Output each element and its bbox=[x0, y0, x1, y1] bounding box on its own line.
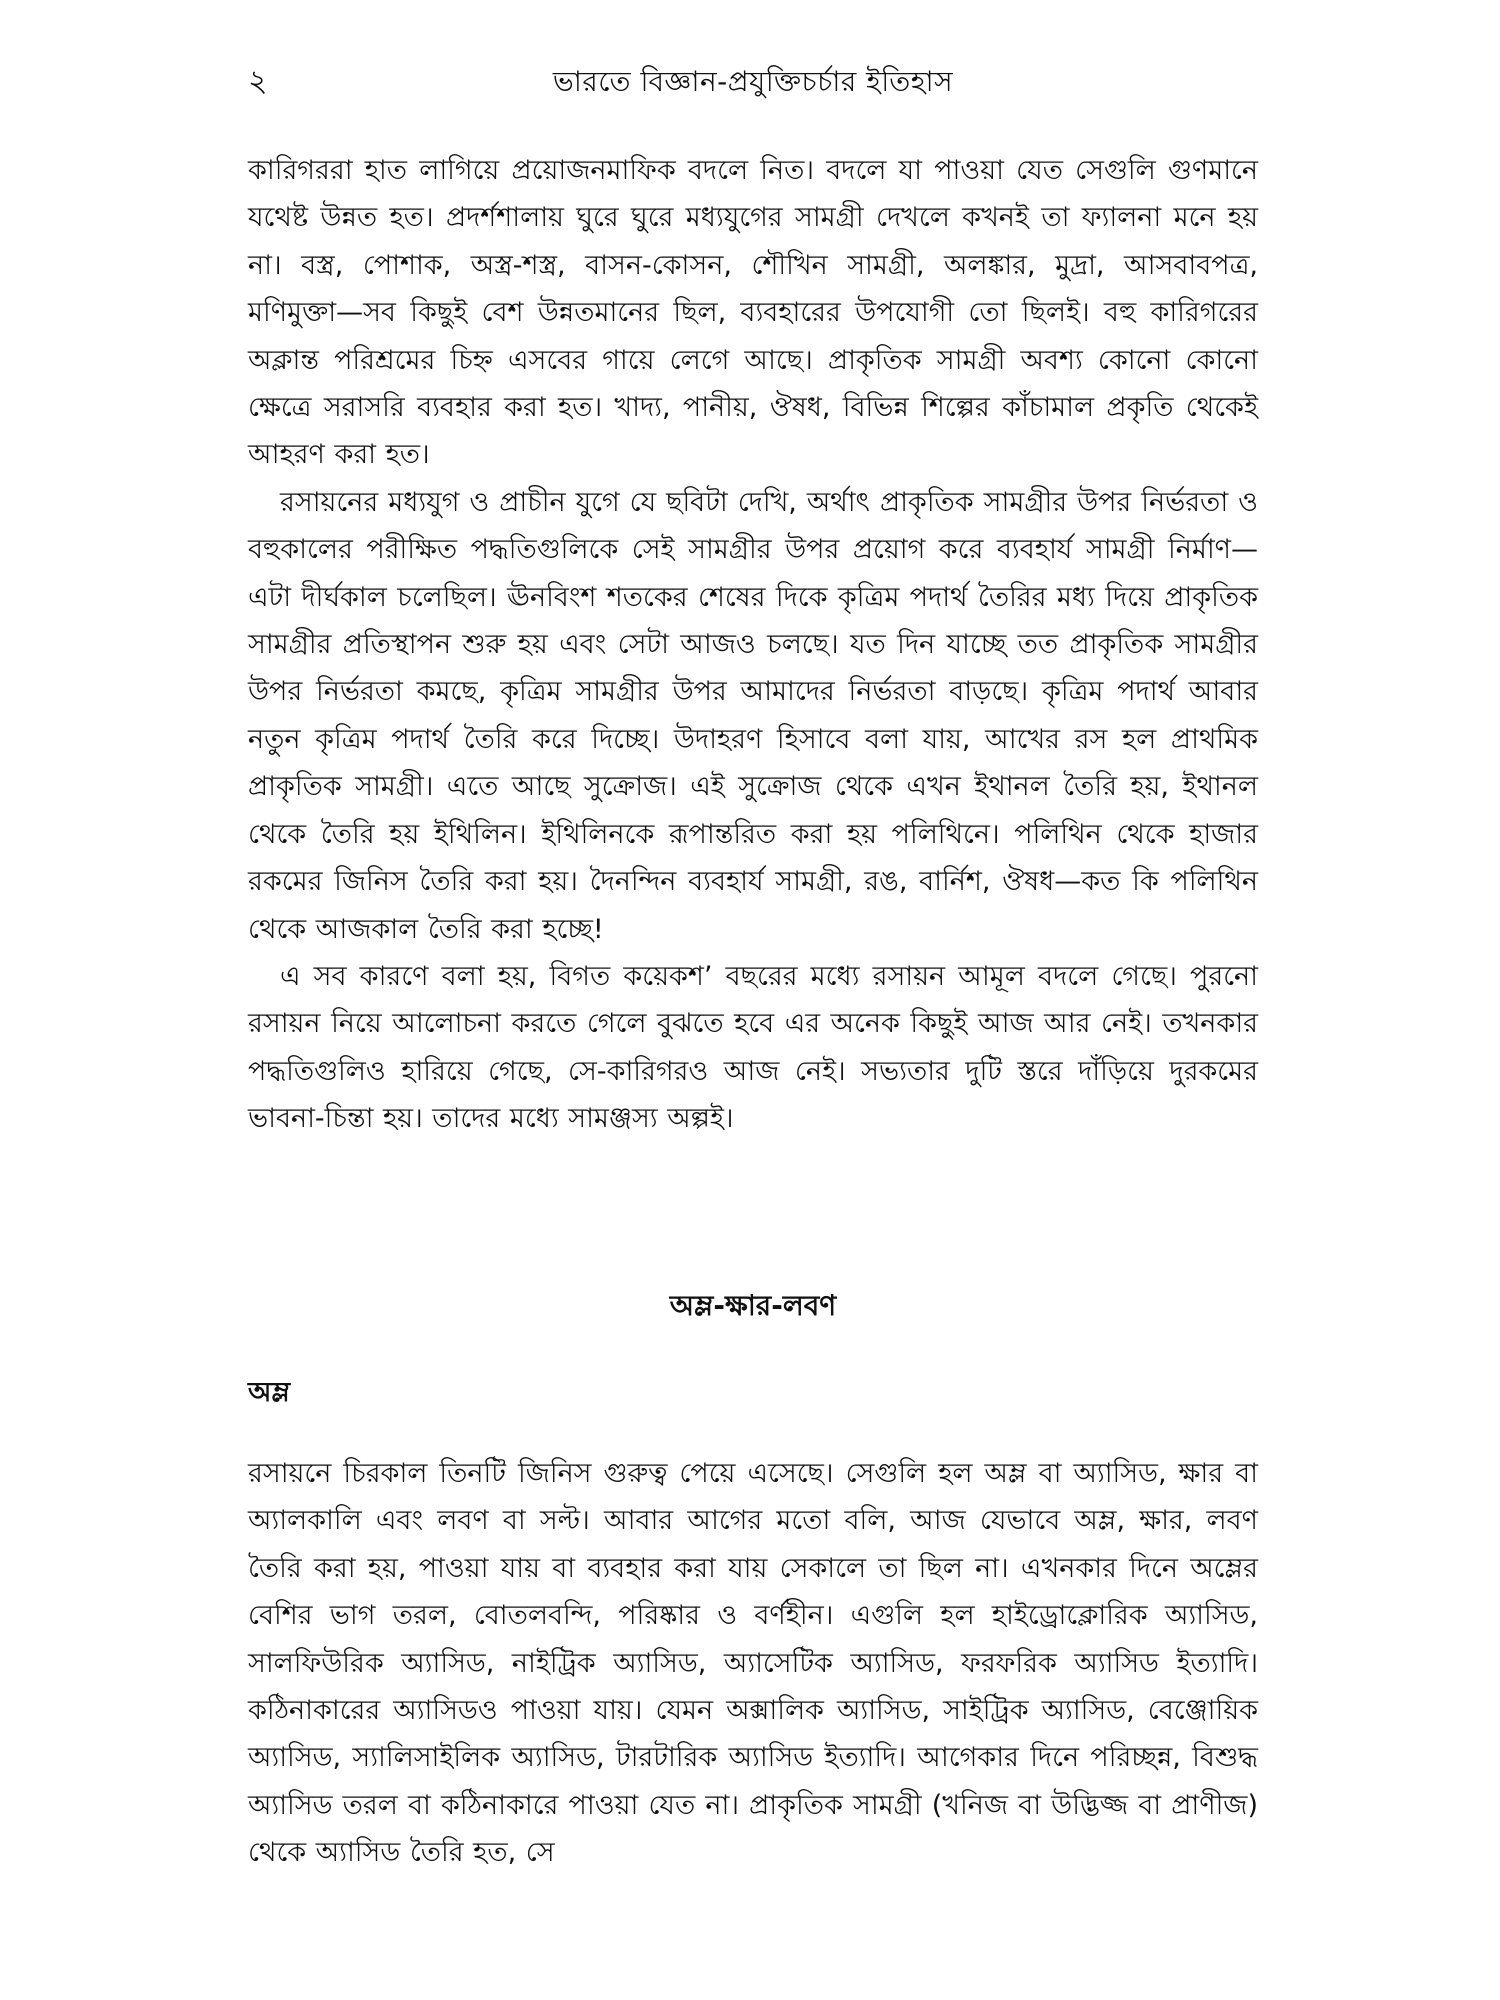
paragraph-4: রসায়নে চিরকাল তিনটি জিনিস গুরুত্ব পেয়ে এসেছে। সেগুলি হল অম্ল বা অ্যাসিড, ক্ষার বা অ্যালকালি এবং লবণ বা সল্ট। আবার আগের মতো বলি, আজ যেভাবে অম্ল, ক্ষার, লবণ তৈরি করা হয়, পাওয়া যায় বা ব্যবহার করা যায় সেকালে তা ছিল না। এখনকার দিনে অম্লের বেশির ভাগ তরল, বোতলবন্দি, পরিষ্কার ও বর্ণহীন। এগুলি হল হাইড্রোক্লোরিক অ্যাসিড, সালফিউরিক অ্যাসিড, নাইট্রিক অ্যাসিড, অ্যাসেটিক অ্যাসিড, ফরফরিক অ্যাসিড ইত্যাদি। কঠিনাকারের অ্যাসিডও পাওয়া যায়। যেমন অক্সালিক অ্যাসিড, সাইট্রিক অ্যাসিড, বেঞ্জোয়িক অ্যাসিড, স্যালিসাইলিক অ্যাসিড, টারটারিক অ্যাসিড ইত্যাদি। আগেকার দিনে পরিচ্ছন্ন, বিশুদ্ধ অ্যাসিড তরল বা কঠিনাকারে পাওয়া যেত না। প্রাকৃতিক সামগ্রী (খনিজ বা উদ্ভিজ্জ বা প্রাণীজ) থেকে অ্যাসিড তৈরি হত, সে bbox=[248, 1458, 1259, 1869]
body-text-top bbox=[248, 147, 1258, 1143]
paragraph-2: রসায়নের মধ্যযুগ ও প্রাচীন যুগে যে ছবিটা দেখি, অর্থাৎ প্রাকৃতিক সামগ্রীর উপর নির্ভরতা ও বহুকালের পরীক্ষিত পদ্ধতিগুলিকে সেই সামগ্রীর উপর প্রয়োগ করে ব্যবহার্য সামগ্রী নির্মাণ—এটা দীর্ঘকাল চলেছিল। ঊনবিংশ শতকের শেষের দিকে কৃত্রিম পদার্থ তৈরির মধ্য দিয়ে প্রাকৃতিক সামগ্রীর প্রতিস্থাপন শুরু হয় এবং সেটা আজও চলছে। যত দিন যাচ্ছে তত প্রাকৃতিক সামগ্রীর উপর নির্ভরতা কমছে, কৃত্রিম সামগ্রীর উপর আমাদের নির্ভরতা বাড়ছে। কৃত্রিম পদার্থ আবার নতুন কৃত্রিম পদার্থ তৈরি করে দিচ্ছে। উদাহরণ হিসাবে বলা যায়, আখের রস হল প্রাথমিক প্রাকৃতিক সামগ্রী। এতে আছে সুক্রোজ। এই সুক্রোজ থেকে এখন ইথানল তৈরি হয়, ইথানল থেকে তৈরি হয় ইথিলিন। ইথিলিনকে রূপান্তরিত করা হয় পলিথিনে। পলিথিন থেকে হাজার রকমের জিনিস তৈরি করা হয়। দৈনন্দিন ব্যবহার্য সামগ্রী, রঙ, বার্নিশ, ঔষধ—কত কি পলিথিন থেকে আজকাল তৈরি করা হচ্ছে! bbox=[248, 486, 1258, 945]
section-heading: অম্ল-ক্ষার-লবণ bbox=[669, 1289, 837, 1322]
running-head bbox=[248, 62, 1258, 112]
paragraph-3: এ সব কারণে বলা হয়, বিগত কয়েকশ’ বছরের মধ্যে রসায়ন আমূল বদলে গেছে। পুরনো রসায়ন নিয়ে আলোচনা করতে গেলে বুঝতে হবে এর অনেক কিছুই আজ আর নেই। তখনকার পদ্ধতিগুলিও হারিয়ে গেছে, সে-কারিগরও আজ নেই। সভ্যতার দুটি স্তরে দাঁড়িয়ে দুরকমের ভাবনা-চিন্তা হয়। তাদের মধ্যে সামঞ্জস্য অল্পই। bbox=[248, 960, 1258, 1135]
paragraph-1: কারিগররা হাত লাগিয়ে প্রয়োজনমাফিক বদলে নিত। বদলে যা পাওয়া যেত সেগুলি গুণমানে যথেষ্ট উন্নত হত। প্রদর্শশালায় ঘুরে ঘুরে মধ্যযুগের সামগ্রী দেখলে কখনই তা ফ্যালনা মনে হয় না। বস্ত্র, পোশাক, অস্ত্র-শস্ত্র, বাসন-কোসন, শৌখিন সামগ্রী, অলঙ্কার, মুদ্রা, আসবাবপত্র, মণিমুক্তা—সব কিছুই বেশ উন্নতমানের ছিল, ব্যবহারের উপযোগী তো ছিলই। বহু কারিগরের অক্লান্ত পরিশ্রমের চিহ্ন এসবের গায়ে লেগে আছে। প্রাকৃতিক সামগ্রী অবশ্য কোনো কোনো ক্ষেত্রে সরাসরি ব্যবহার করা হত। খাদ্য, পানীয়, ঔষধ, বিভিন্ন শিল্পের কাঁচামাল প্রকৃতি থেকেই আহরণ করা হত। bbox=[248, 155, 1258, 471]
book-title: ভারতে বিজ্ঞান-প্রযুক্তিচর্চার ইতিহাস bbox=[552, 65, 954, 98]
section-subheading: অম্ল bbox=[248, 1377, 291, 1408]
body-text-section bbox=[248, 1450, 1258, 1877]
page-number: ২ bbox=[248, 64, 268, 99]
